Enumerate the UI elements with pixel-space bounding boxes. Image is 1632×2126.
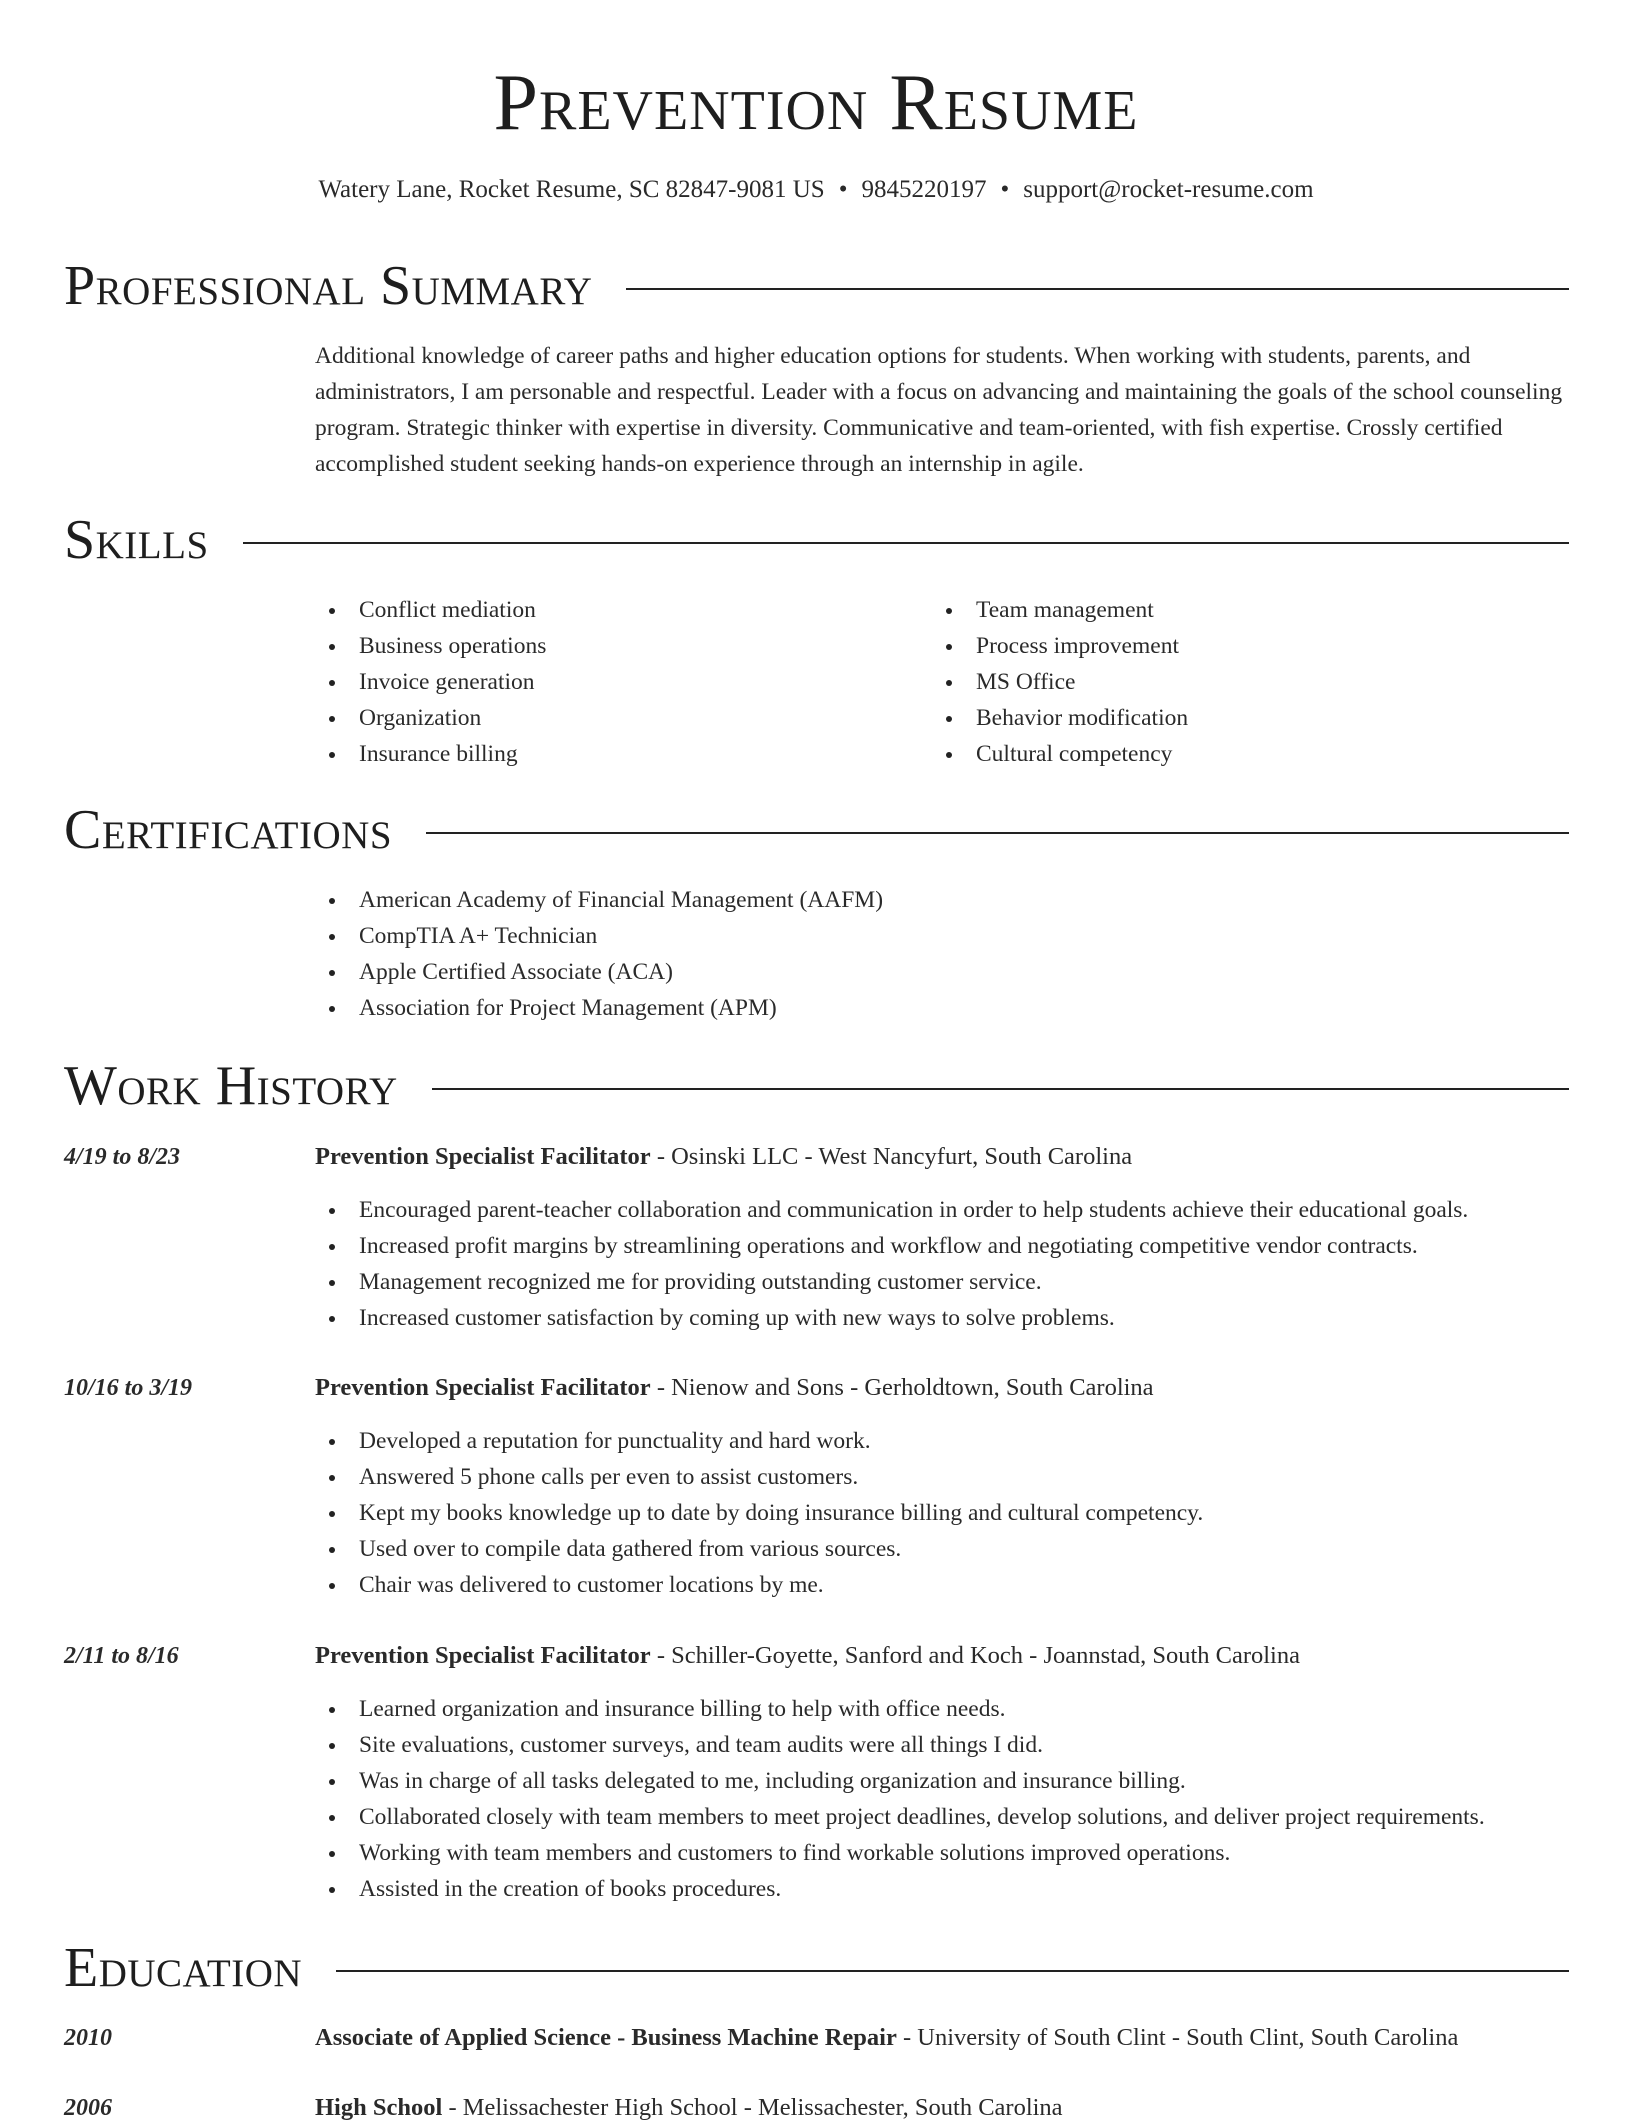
education-year: 2010 [64, 2025, 112, 2051]
contact-address: Watery Lane, Rocket Resume, SC 82847-9081 US [318, 176, 825, 203]
section-divider [626, 288, 1569, 290]
skills-column-left [315, 592, 546, 772]
summary-text: Additional knowledge of career paths and higher education options for students. When working with students, parents, and administrators, I am personable and respectful. Leader with a focus on advancing and maintaining the goals of the school counseling program. Strategic thinker with expertise in diversity. Communicative and team-oriented, with fish expertise. Crossly certified accomplished student seeking hands-on experience through an internship in agile. [315, 343, 1563, 477]
job-employer: - Nienow and Sons - Gerholdtown, South Carolina [650, 1374, 1154, 1401]
contact-line [0, 174, 1632, 206]
section-title-work: Work History [64, 1055, 398, 1117]
section-heading-summary [64, 254, 1569, 318]
job-dates: 10/16 to 3/19 [64, 1375, 193, 1401]
certifications-list [315, 882, 883, 1026]
education-degree: Associate of Applied Science - Business Machine Repair [315, 2024, 897, 2051]
job-duty-item: Chair was delivered to customer locations by me. [315, 1567, 1203, 1603]
skill-item: Organization [315, 700, 546, 736]
contact-separator: • [1000, 176, 1010, 203]
job-duty-item: Developed a reputation for punctuality and hard work. [315, 1423, 1203, 1459]
job-duties [315, 1192, 1468, 1336]
skills-column-right [932, 592, 1188, 772]
job-dates: 2/11 to 8/16 [64, 1643, 179, 1669]
section-title-certifications: Certifications [64, 799, 393, 861]
job-title: Prevention Specialist Facilitator [315, 1374, 651, 1401]
job-duty-item: Answered 5 phone calls per even to assist customers. [315, 1459, 1203, 1495]
skill-item: Insurance billing [315, 736, 546, 772]
job-duty-item: Kept my books knowledge up to date by doing insurance billing and cultural competency. [315, 1495, 1203, 1531]
job-duties-list [315, 1192, 1468, 1336]
job-duties [315, 1423, 1203, 1603]
job-duty-item: Learned organization and insurance billing to help with office needs. [315, 1691, 1485, 1727]
job-employer: - Osinski LLC - West Nancyfurt, South Carolina [650, 1143, 1133, 1170]
section-heading-skills [64, 508, 1569, 572]
job-heading [315, 1370, 1154, 1406]
section-heading-work [64, 1054, 1569, 1118]
skill-item: Process improvement [932, 628, 1188, 664]
education-degree: High School [315, 2094, 443, 2121]
job-duties-list [315, 1691, 1485, 1907]
job-duty-item: Encouraged parent-teacher collaboration and communication in order to help students achieve their educational goals. [315, 1192, 1468, 1228]
candidate-name: Prevention Resume [493, 59, 1139, 147]
contact-separator: • [838, 176, 848, 203]
education-year: 2006 [64, 2095, 112, 2121]
contact-email: support@rocket-resume.com [1023, 176, 1314, 203]
job-duty-item: Working with team members and customers to find workable solutions improved operations. [315, 1835, 1485, 1871]
section-title-summary: Professional Summary [64, 255, 593, 317]
section-heading-education [64, 1936, 1569, 2000]
job-duties [315, 1691, 1485, 1907]
certification-item: American Academy of Financial Management (AAFM) [315, 882, 883, 918]
job-duty-item: Collaborated closely with team members to meet project deadlines, develop solutions, and deliver project requirements. [315, 1799, 1485, 1835]
job-title: Prevention Specialist Facilitator [315, 1642, 651, 1669]
skill-item: Cultural competency [932, 736, 1188, 772]
job-heading [315, 1638, 1300, 1674]
job-duty-item: Used over to compile data gathered from various sources. [315, 1531, 1203, 1567]
certifications-block [315, 882, 883, 1026]
skill-item: Business operations [315, 628, 546, 664]
section-heading-certifications [64, 798, 1569, 862]
job-duty-item: Increased customer satisfaction by coming up with new ways to solve problems. [315, 1300, 1468, 1336]
section-divider [336, 1970, 1569, 1972]
job-dates: 4/19 to 8/23 [64, 1144, 181, 1170]
skill-item: Team management [932, 592, 1188, 628]
job-duties-list [315, 1423, 1203, 1603]
certification-item: CompTIA A+ Technician [315, 918, 883, 954]
job-duty-item: Assisted in the creation of books procedures. [315, 1871, 1485, 1907]
skill-item: MS Office [932, 664, 1188, 700]
job-duty-item: Site evaluations, customer surveys, and team audits were all things I did. [315, 1727, 1485, 1763]
job-duty-item: Management recognized me for providing outstanding customer service. [315, 1264, 1468, 1300]
section-divider [426, 832, 1569, 834]
education-heading [315, 2020, 1458, 2056]
skills-list-left [315, 592, 546, 772]
education-school: - University of South Clint - South Clint, South Carolina [896, 2024, 1459, 2051]
job-duty-item: Was in charge of all tasks delegated to me, including organization and insurance billing. [315, 1763, 1485, 1799]
certification-item: Apple Certified Associate (ACA) [315, 954, 883, 990]
job-duty-item: Increased profit margins by streamlining operations and workflow and negotiating competitive vendor contracts. [315, 1228, 1468, 1264]
section-title-education: Education [64, 1937, 303, 1999]
skill-item: Invoice generation [315, 664, 546, 700]
section-divider [432, 1088, 1569, 1090]
contact-phone: 9845220197 [861, 176, 987, 203]
section-title-skills: Skills [64, 509, 209, 571]
job-heading [315, 1139, 1132, 1175]
section-divider [243, 542, 1569, 544]
skill-item: Behavior modification [932, 700, 1188, 736]
skill-item: Conflict mediation [315, 592, 546, 628]
certification-item: Association for Project Management (APM) [315, 990, 883, 1026]
job-employer: - Schiller-Goyette, Sanford and Koch - Joannstad, South Carolina [650, 1642, 1300, 1669]
skills-list-right [932, 592, 1188, 772]
job-title: Prevention Specialist Facilitator [315, 1143, 651, 1170]
education-heading [315, 2090, 1063, 2126]
education-school: - Melissachester High School - Melissachester, South Carolina [442, 2094, 1063, 2121]
